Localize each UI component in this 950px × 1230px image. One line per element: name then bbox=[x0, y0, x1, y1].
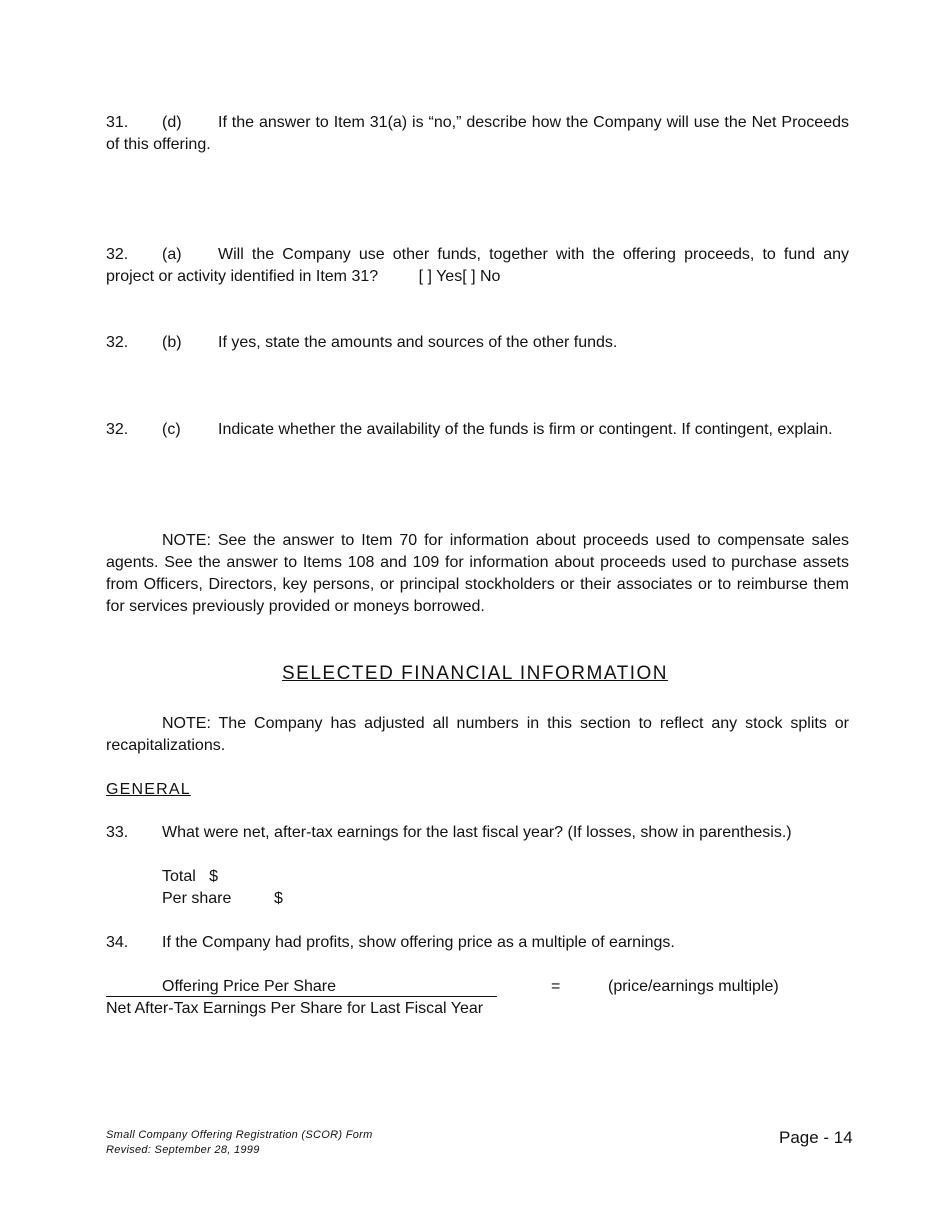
item-34 bbox=[106, 932, 849, 954]
item-33 bbox=[106, 822, 849, 844]
total-label: Total bbox=[162, 868, 196, 885]
item-text: If the answer to Item 31(a) is “no,” describe how the Company will use the Net Proceeds of this offering. bbox=[106, 114, 849, 153]
item-number: 33. bbox=[106, 824, 129, 841]
note-proceeds: NOTE: See the answer to Item 70 for information about proceeds used to compensate sales agents. See the answer to Items 108 and 109 for information about proceeds used to purchase assets from Officers, Directors, key persons, or principal stockholders or their associates or to reimburse them for services previously provided or moneys borrowed. bbox=[106, 532, 849, 615]
item-letter: (c) bbox=[162, 421, 181, 438]
formula-result: (price/earnings multiple) bbox=[608, 978, 779, 995]
per-share-label: Per share bbox=[162, 890, 232, 907]
page-number: Page - 14 bbox=[779, 1128, 853, 1147]
formula-equals: = bbox=[551, 978, 561, 995]
item-letter: (b) bbox=[162, 334, 182, 351]
item-32c bbox=[106, 419, 849, 441]
total-dollar: $ bbox=[209, 868, 219, 885]
footer-form-name: Small Company Offering Registration (SCOR) Form bbox=[106, 1129, 373, 1141]
per-share-row bbox=[162, 888, 462, 910]
section-title: SELECTED FINANCIAL INFORMATION bbox=[282, 663, 668, 684]
item-number: 32. bbox=[106, 246, 129, 263]
footer-revised: Revised: September 28, 1999 bbox=[106, 1144, 260, 1156]
item-number: 31. bbox=[106, 114, 129, 131]
yes-checkbox[interactable]: [ ] Yes bbox=[418, 268, 463, 285]
item-letter: (a) bbox=[162, 246, 182, 263]
fraction-line bbox=[106, 996, 497, 997]
total-row bbox=[162, 866, 462, 888]
item-number: 32. bbox=[106, 334, 129, 351]
item-text: If yes, state the amounts and sources of the other funds. bbox=[218, 334, 618, 351]
item-text: If the Company had profits, show offering price as a multiple of earnings. bbox=[162, 934, 675, 951]
item-text: Will the Company use other funds, together with the offering proceeds, to fund any project or activity identified in Item 31? bbox=[106, 246, 849, 285]
formula-denominator: Net After-Tax Earnings Per Share for Last Fiscal Year bbox=[106, 1000, 484, 1017]
item-32b bbox=[106, 332, 849, 354]
item-number: 34. bbox=[106, 934, 129, 951]
item-32a bbox=[106, 244, 849, 288]
footer-form-info bbox=[106, 1128, 373, 1158]
item-number: 32. bbox=[106, 421, 129, 438]
item-letter: (d) bbox=[162, 114, 182, 131]
formula-numerator: Offering Price Per Share bbox=[162, 978, 337, 995]
no-checkbox[interactable]: [ ] No bbox=[462, 268, 501, 285]
item-text: Indicate whether the availability of the funds is firm or contingent. If contingent, explain. bbox=[218, 421, 833, 438]
item-31d bbox=[106, 112, 849, 156]
per-share-dollar: $ bbox=[274, 890, 283, 907]
note-adjusted: NOTE: The Company has adjusted all numbers in this section to reflect any stock splits or recapitalizations. bbox=[106, 715, 849, 754]
general-heading: GENERAL bbox=[106, 781, 191, 798]
item-text: What were net, after-tax earnings for the last fiscal year? (If losses, show in parenthesis.) bbox=[162, 824, 792, 841]
